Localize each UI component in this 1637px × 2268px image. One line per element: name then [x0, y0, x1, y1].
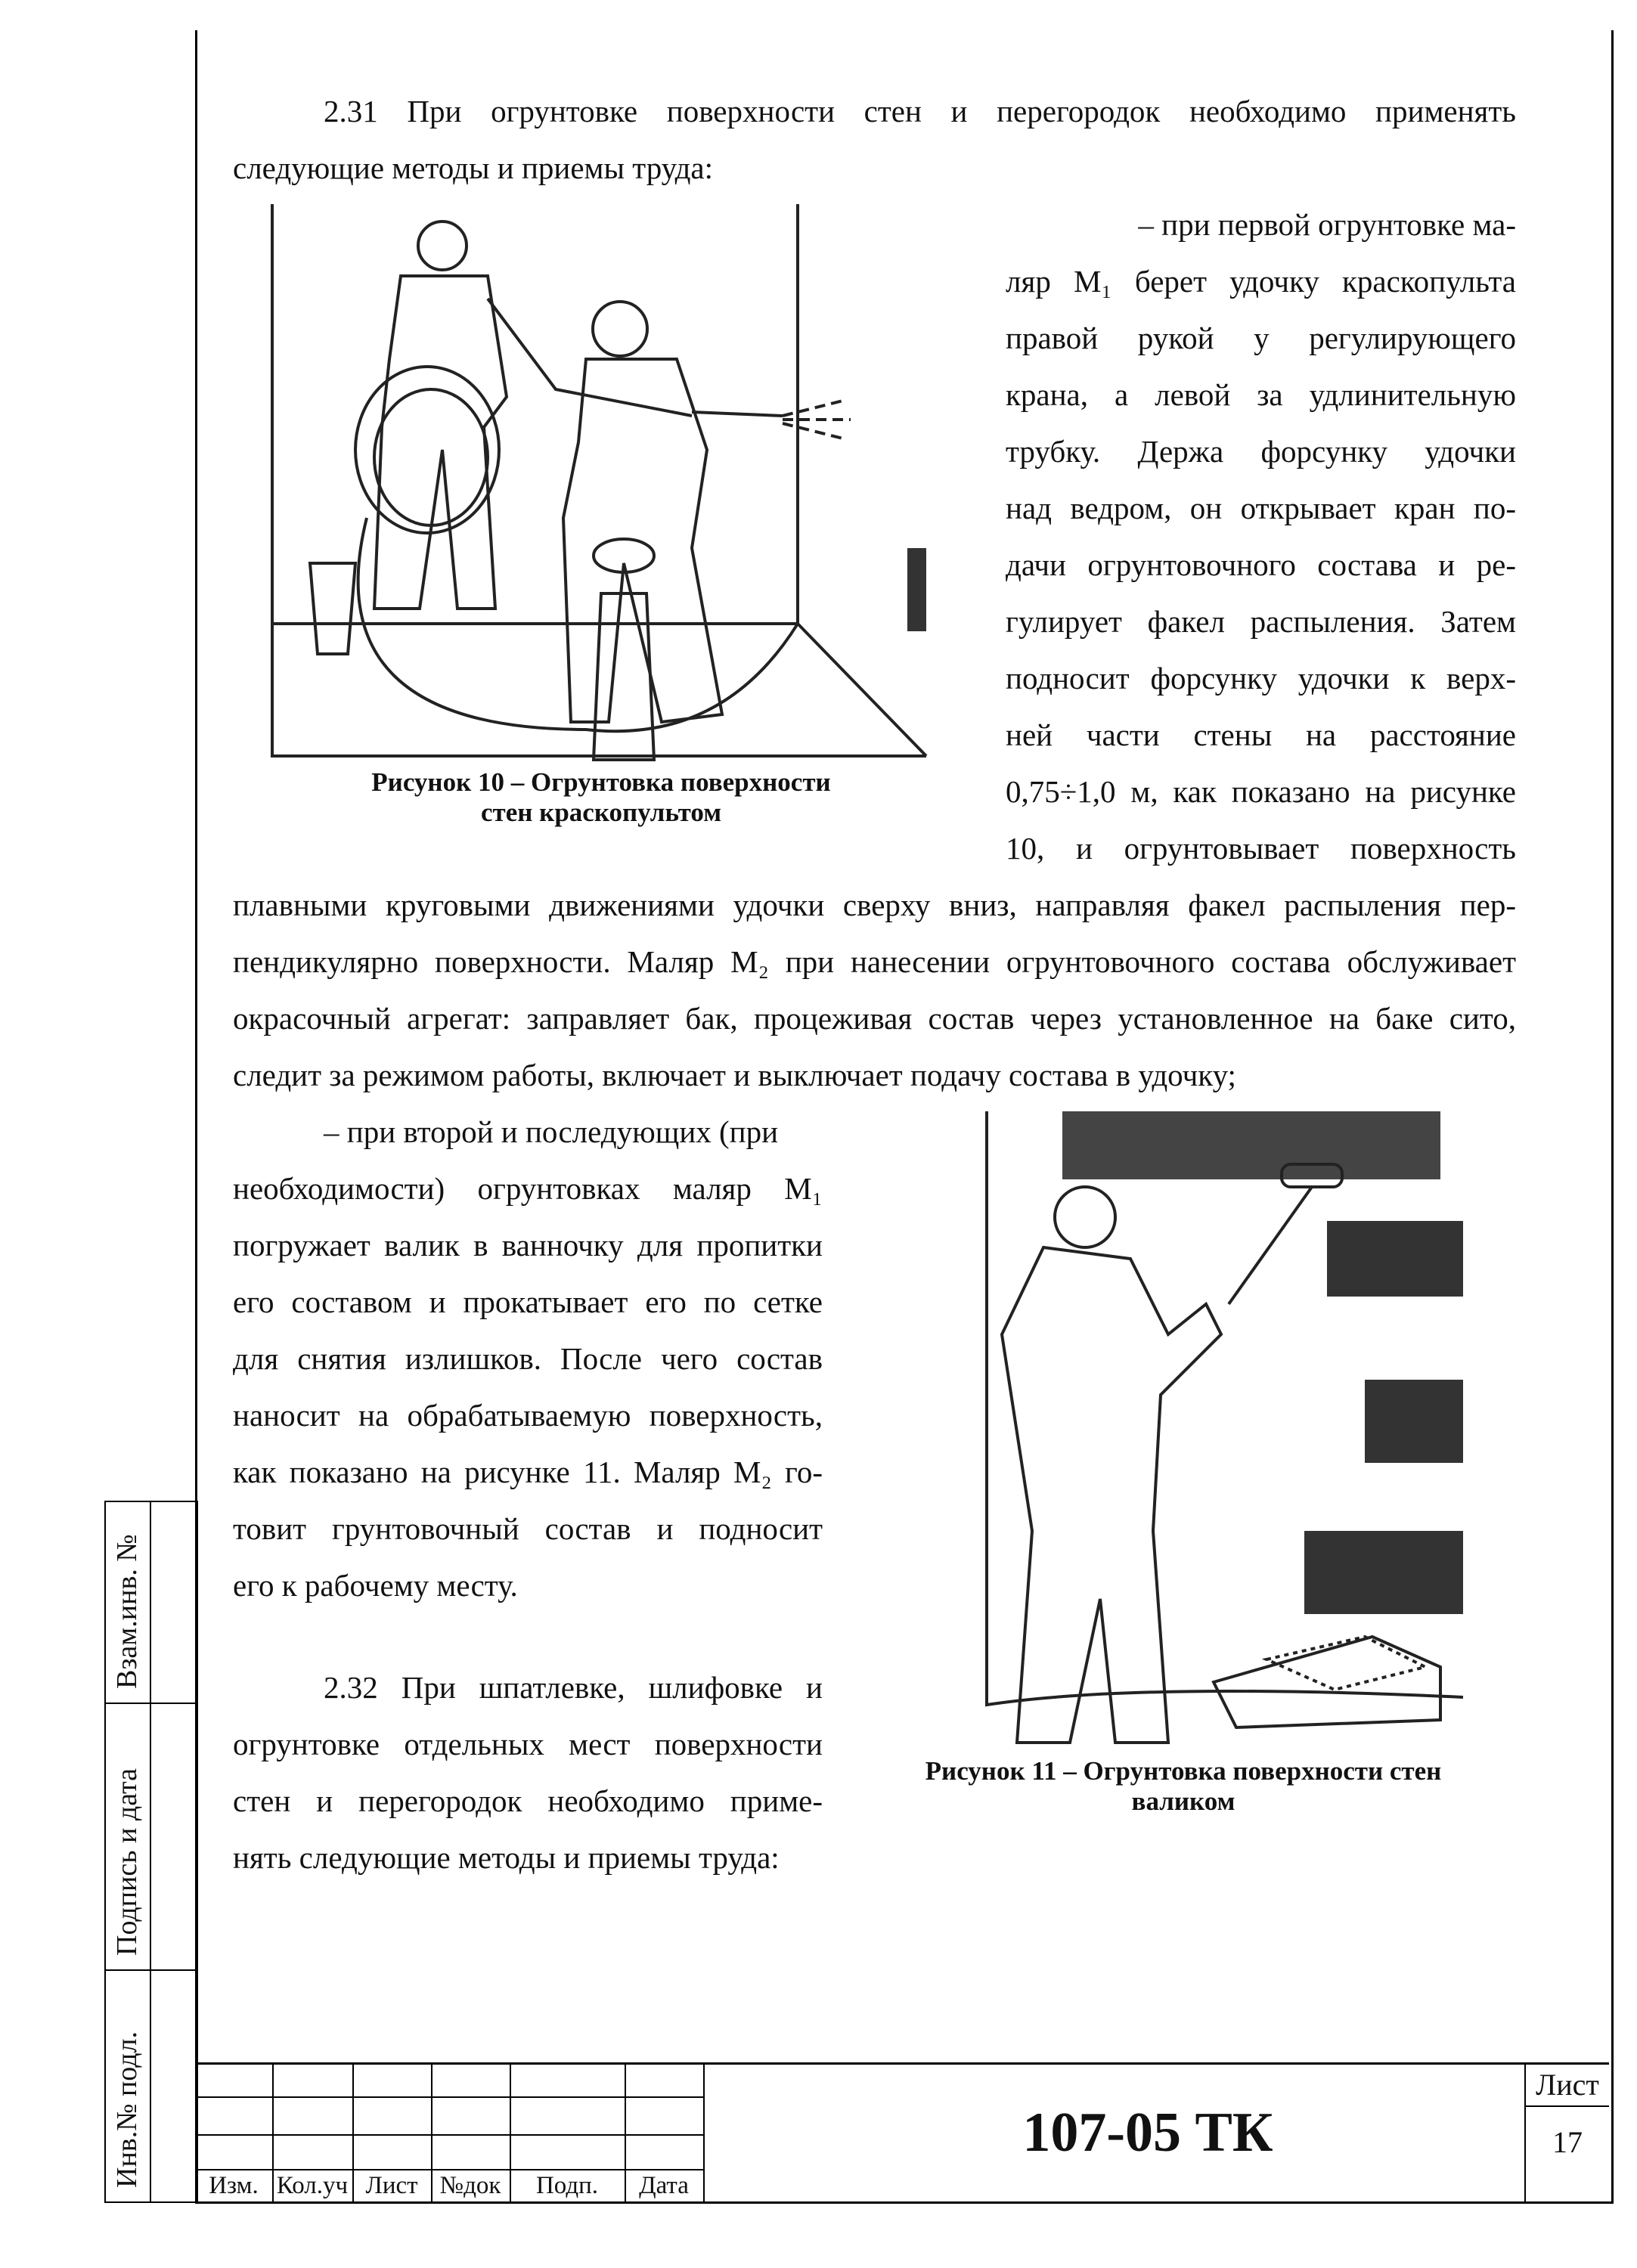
figure-10-image	[268, 200, 934, 764]
para-231-left-column: – при второй и последующих (при необходимости) огрунтовках маляр М₁ погружает валик в ванночку для пропитки его составом и прокатывает его по сетке для снятия излишков. После чего состав наносит на обрабатываемую поверхность, как показано на рисунке 11. Маляр М₂ го- товит грунтовочный состав и подносит его к рабочему месту.	[233, 1114, 823, 1603]
header-nodok: №док	[439, 2172, 501, 2199]
figure-11-caption: Рисунок 11 – Огрунтовка поверхности стен валиком	[925, 1756, 1442, 1816]
para-231-right-column: – при первой огрунтовке ма- ляр М₁ берет удочку краскопульта правой рукой у регулирующего крана, а левой за удлинительную трубку. Держа форсунку удочки над ведром, он открывает кран по- дачи огрунтовочного состава и ре- гулирует факел распыления. Затем подносит форсунку удочки к верх- ней части стены на расстояние 0,75÷1,0 м, как показано на рисунке 10, и огрунтовывает поверхность	[1006, 207, 1516, 866]
stamp-original-inventory: Инв.№ подл.	[104, 1969, 198, 2203]
stamp-replacement-inventory: Взам.инв. №	[104, 1501, 198, 1704]
header-kol-uch: Кол.уч	[276, 2172, 349, 2199]
stamp-signature-date: Подпись и дата	[104, 1701, 198, 1971]
sheet-number: 17	[1552, 2125, 1583, 2159]
title-block	[195, 2062, 1609, 2204]
para-231-intro: 2.31 При огрунтовке поверхности стен и перегородок необходимо применять следующие методы и приемы труда:	[233, 94, 1516, 185]
document-code: 107-05 ТК	[1022, 2102, 1273, 2164]
sheet-label: Лист	[1536, 2068, 1599, 2102]
figure-11-image	[911, 1108, 1463, 1750]
header-podp: Подп.	[535, 2172, 599, 2199]
header-data: Дата	[639, 2172, 689, 2199]
sheet-box	[1524, 2065, 1609, 2204]
para-231-full-width: плавными круговыми движениями удочки сверху вниз, направляя факел распыления пер- пендикулярно поверхности. Маляр М₂ при нанесении огрунтовочного состава обслуживает окрасочный агрегат: заправляет бак, процеживая состав через установленное на баке сито, следит за режимом работы, включает и выключает подачу состава в удочку;	[233, 888, 1516, 1092]
figure-10-caption: Рисунок 10 – Огрунтовка поверхности стен краскопультом	[371, 767, 831, 827]
para-232: 2.32 При шпатлевке, шлифовке и огрунтовке отдельных мест поверхности стен и перегородок необходимо приме- нять следующие методы и приемы труда:	[233, 1670, 823, 1875]
header-izm: Изм.	[209, 2172, 259, 2199]
header-list: Лист	[365, 2172, 418, 2199]
